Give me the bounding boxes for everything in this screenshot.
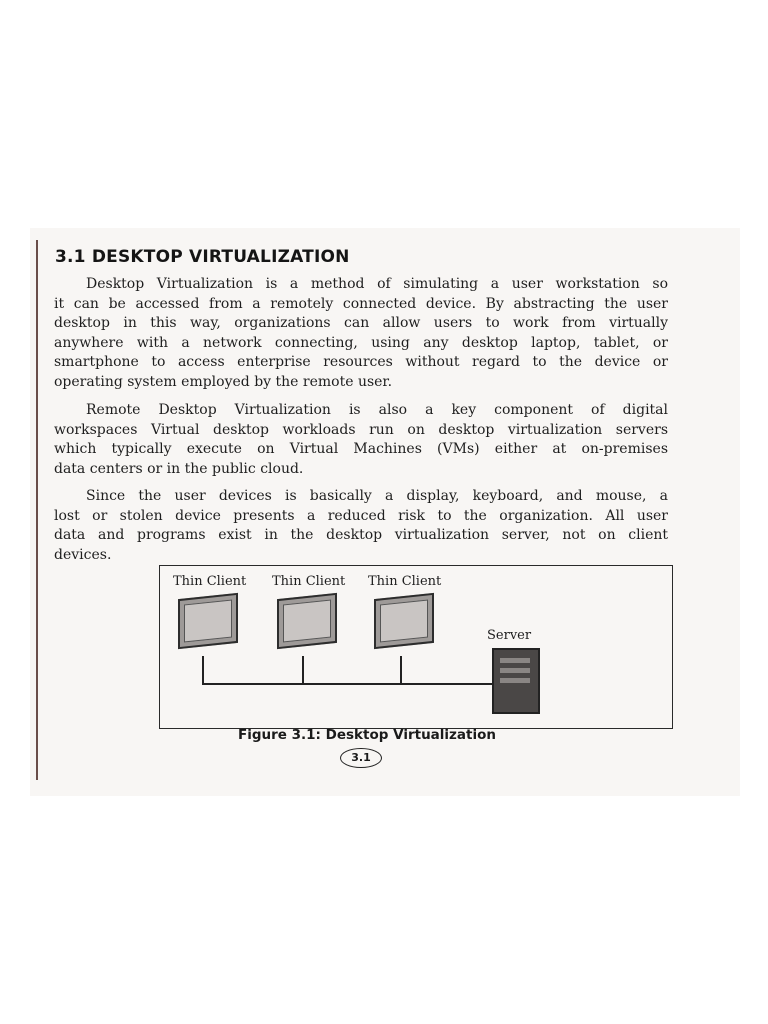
client-label: Thin Client <box>368 574 442 589</box>
page-number: 3.1 <box>340 748 382 768</box>
paragraph-line: Desktop Virtualization is a method of simulating a user workstation so <box>86 276 668 292</box>
paragraph-line: workspaces Virtual desktop workloads run on desktop virtualization servers <box>54 421 668 438</box>
margin-rule <box>36 240 38 780</box>
paragraph-line: lost or stolen device presents a reduced risk to the organization. All user <box>54 507 668 524</box>
monitor-icon <box>277 593 337 649</box>
monitor-icon <box>374 593 434 649</box>
client-label: Thin Client <box>272 574 346 589</box>
paragraph-line: data and programs exist in the desktop virtualization server, not on client <box>54 527 668 543</box>
paragraph-line: devices. <box>54 546 112 563</box>
paragraph-line: anywhere with a network connecting, using any desktop laptop, tablet, or <box>54 334 668 351</box>
virtualization-diagram <box>159 565 673 729</box>
connector-line <box>400 656 402 684</box>
paragraph-line: Since the user devices is basically a display, keyboard, and mouse, a <box>86 488 668 504</box>
paragraph-line: it can be accessed from a remotely connected device. By abstracting the user <box>54 295 668 312</box>
paragraph-1 <box>54 275 668 392</box>
paragraph-line: which typically execute on Virtual Machines (VMs) either at on-premises <box>54 441 668 457</box>
network-bus-line <box>202 683 492 685</box>
client-label: Thin Client <box>173 574 247 589</box>
paragraph-line: desktop in this way, organizations can allow users to work from virtually <box>54 315 668 331</box>
connector-line <box>202 656 204 684</box>
server-label: Server <box>487 628 532 643</box>
section-heading: 3.1 DESKTOP VIRTUALIZATION <box>55 247 350 267</box>
paragraph-line: data centers or in the public cloud. <box>54 460 304 477</box>
paragraph-line: Remote Desktop Virtualization is also a key component of digital <box>86 402 668 418</box>
connector-line <box>302 656 304 684</box>
paragraph-line: smartphone to access enterprise resources without regard to the device or <box>54 354 668 370</box>
server-icon <box>492 648 540 714</box>
paragraph-line: operating system employed by the remote user. <box>54 373 393 390</box>
paragraph-3 <box>54 487 668 565</box>
figure-caption: Figure 3.1: Desktop Virtualization <box>238 727 496 743</box>
monitor-icon <box>178 593 238 649</box>
paragraph-2 <box>54 401 668 479</box>
